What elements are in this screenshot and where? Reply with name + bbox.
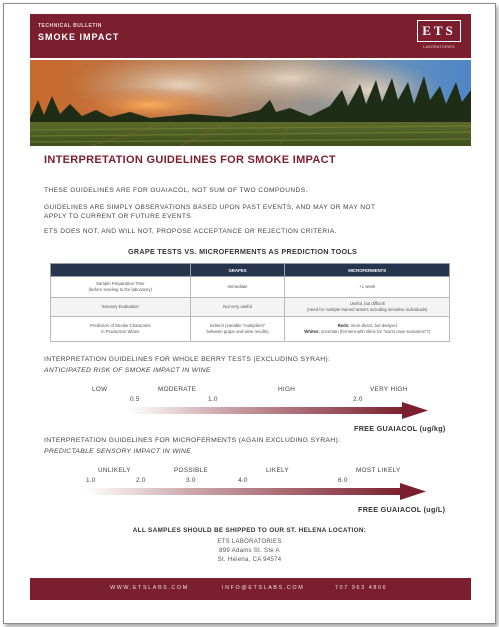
guideline-paragraph-3: ETS DOES NOT, AND WILL NOT, PROPOSE ACCEPTANCE OR REJECTION CRITERIA. [44, 228, 337, 235]
footer-website-link[interactable]: WWW.ETSLABS.COM [110, 585, 189, 591]
cell-line: Useful, but difficult [349, 301, 385, 306]
table-cell [190, 317, 285, 342]
comparison-table [50, 263, 450, 342]
cell-line: (need for multiple trained tasters including sensitive individuals) [307, 307, 428, 312]
micro-unit-label: FREE GUAIACOL (ug/L) [358, 505, 446, 514]
address-line-3: St. Helena, CA 94574 [217, 557, 282, 563]
berry-category-low: LOW [92, 386, 108, 393]
table-cell [285, 317, 450, 342]
table-cell: Not very useful [190, 298, 285, 317]
vineyard-smoke-photo [30, 60, 471, 146]
logo-text: ETS [417, 20, 461, 42]
micro-threshold-6-0: 6.0 [338, 477, 348, 484]
cell-line: between grape and wine results) [206, 329, 269, 334]
footer-email-link[interactable]: INFO@ETSLABS.COM [222, 585, 305, 591]
berry-threshold-1-0: 1.0 [208, 396, 218, 403]
header-banner [30, 14, 471, 58]
table-header-cell: MICROFERMENTS [285, 264, 450, 277]
micro-threshold-3-0: 3.0 [186, 477, 196, 484]
table-header-cell: GRAPES [190, 264, 285, 277]
row-label-note: in Production Wines [101, 329, 140, 334]
berry-threshold-2-0: 2.0 [353, 396, 363, 403]
shipping-heading: ALL SAMPLES SHOULD BE SHIPPED TO OUR ST. HELENA LOCATION: [132, 527, 367, 534]
micro-heading: INTERPRETATION GUIDELINES FOR MICROFERMENTS (AGAIN EXCLUDING SYRAH): [44, 437, 341, 444]
table-row [51, 317, 450, 342]
table-header-row [51, 264, 450, 277]
cell-line [288, 329, 446, 335]
table-title: GRAPE TESTS VS. MICROFERMENTS AS PREDICTION TOOLS [128, 247, 358, 256]
table-cell: Sensory Evaluation [51, 298, 191, 317]
bulletin-title: SMOKE IMPACT [38, 32, 120, 42]
row-label-note: (before sending to the laboratory) [88, 287, 153, 292]
berry-category-high: HIGH [278, 386, 296, 393]
table-cell: Immediate [190, 277, 285, 298]
reds-text: more direct, but delayed [349, 323, 397, 328]
micro-subheading: PREDICTABLE SENSORY IMPACT IN WINE [44, 448, 192, 455]
whites-label: Whites: [304, 329, 320, 334]
berry-category-moderate: MODERATE [158, 386, 197, 393]
berry-heading: INTERPRETATION GUIDELINES FOR WHOLE BERRY TESTS (EXCLUDING SYRAH): [44, 356, 331, 363]
berry-risk-arrow [128, 401, 430, 421]
berry-category-very-high: VERY HIGH [370, 386, 408, 393]
cell-line: Indirect (variable "multipliers" [209, 323, 266, 328]
reds-label: Reds: [337, 323, 350, 328]
berry-threshold-0-5: 0.5 [130, 396, 140, 403]
footer-banner [30, 578, 471, 600]
section-title: INTERPRETATION GUIDELINES FOR SMOKE IMPACT [44, 154, 336, 166]
micro-category-most-likely: MOST LIKELY [356, 467, 401, 474]
micro-threshold-2-0: 2.0 [136, 477, 146, 484]
micro-impact-arrow [84, 482, 428, 502]
whites-text: uncertain (ferment with skins for "worst case scenarios"?) [319, 329, 431, 334]
table-header-cell [51, 264, 191, 277]
footer-phone: 707 963 4806 [335, 585, 388, 591]
ets-logo [417, 20, 461, 52]
address-line-2: 899 Adams St. Ste A [219, 548, 280, 554]
row-label: Prediction of Smoke Characters [89, 323, 151, 328]
address-line-1: ETS LABORATORIES [217, 539, 282, 545]
table-cell [51, 277, 191, 298]
micro-threshold-1-0: 1.0 [86, 477, 96, 484]
micro-threshold-4-0: 4.0 [238, 477, 248, 484]
row-label: Sample Preparation Time [96, 281, 145, 286]
table-row [51, 277, 450, 298]
micro-category-likely: LIKELY [266, 467, 289, 474]
table-cell [285, 298, 450, 317]
berry-unit-label: FREE GUAIACOL (ug/kg) [354, 424, 446, 433]
table-row [51, 298, 450, 317]
micro-category-unlikely: UNLIKELY [98, 467, 131, 474]
table-cell [51, 317, 191, 342]
micro-category-possible: POSSIBLE [174, 467, 209, 474]
guideline-paragraph-1: THESE GUIDELINES ARE FOR GUAIACOL, NOT SUM OF TWO COMPOUNDS. [44, 187, 308, 194]
logo-subtext: LABORATORIES [423, 45, 455, 49]
table-cell: +1 week [285, 277, 450, 298]
berry-subheading: ANTICIPATED RISK OF SMOKE IMPACT IN WINE [44, 367, 211, 374]
guideline-paragraph-2: GUIDELINES ARE SIMPLY OBSERVATIONS BASED UPON PAST EVENTS, AND MAY OR MAY NOT APPLY TO CURRENT OR FUTURE EVENTS. [44, 204, 376, 220]
bulletin-kicker: TECHNICAL BULLETIN [38, 23, 102, 29]
